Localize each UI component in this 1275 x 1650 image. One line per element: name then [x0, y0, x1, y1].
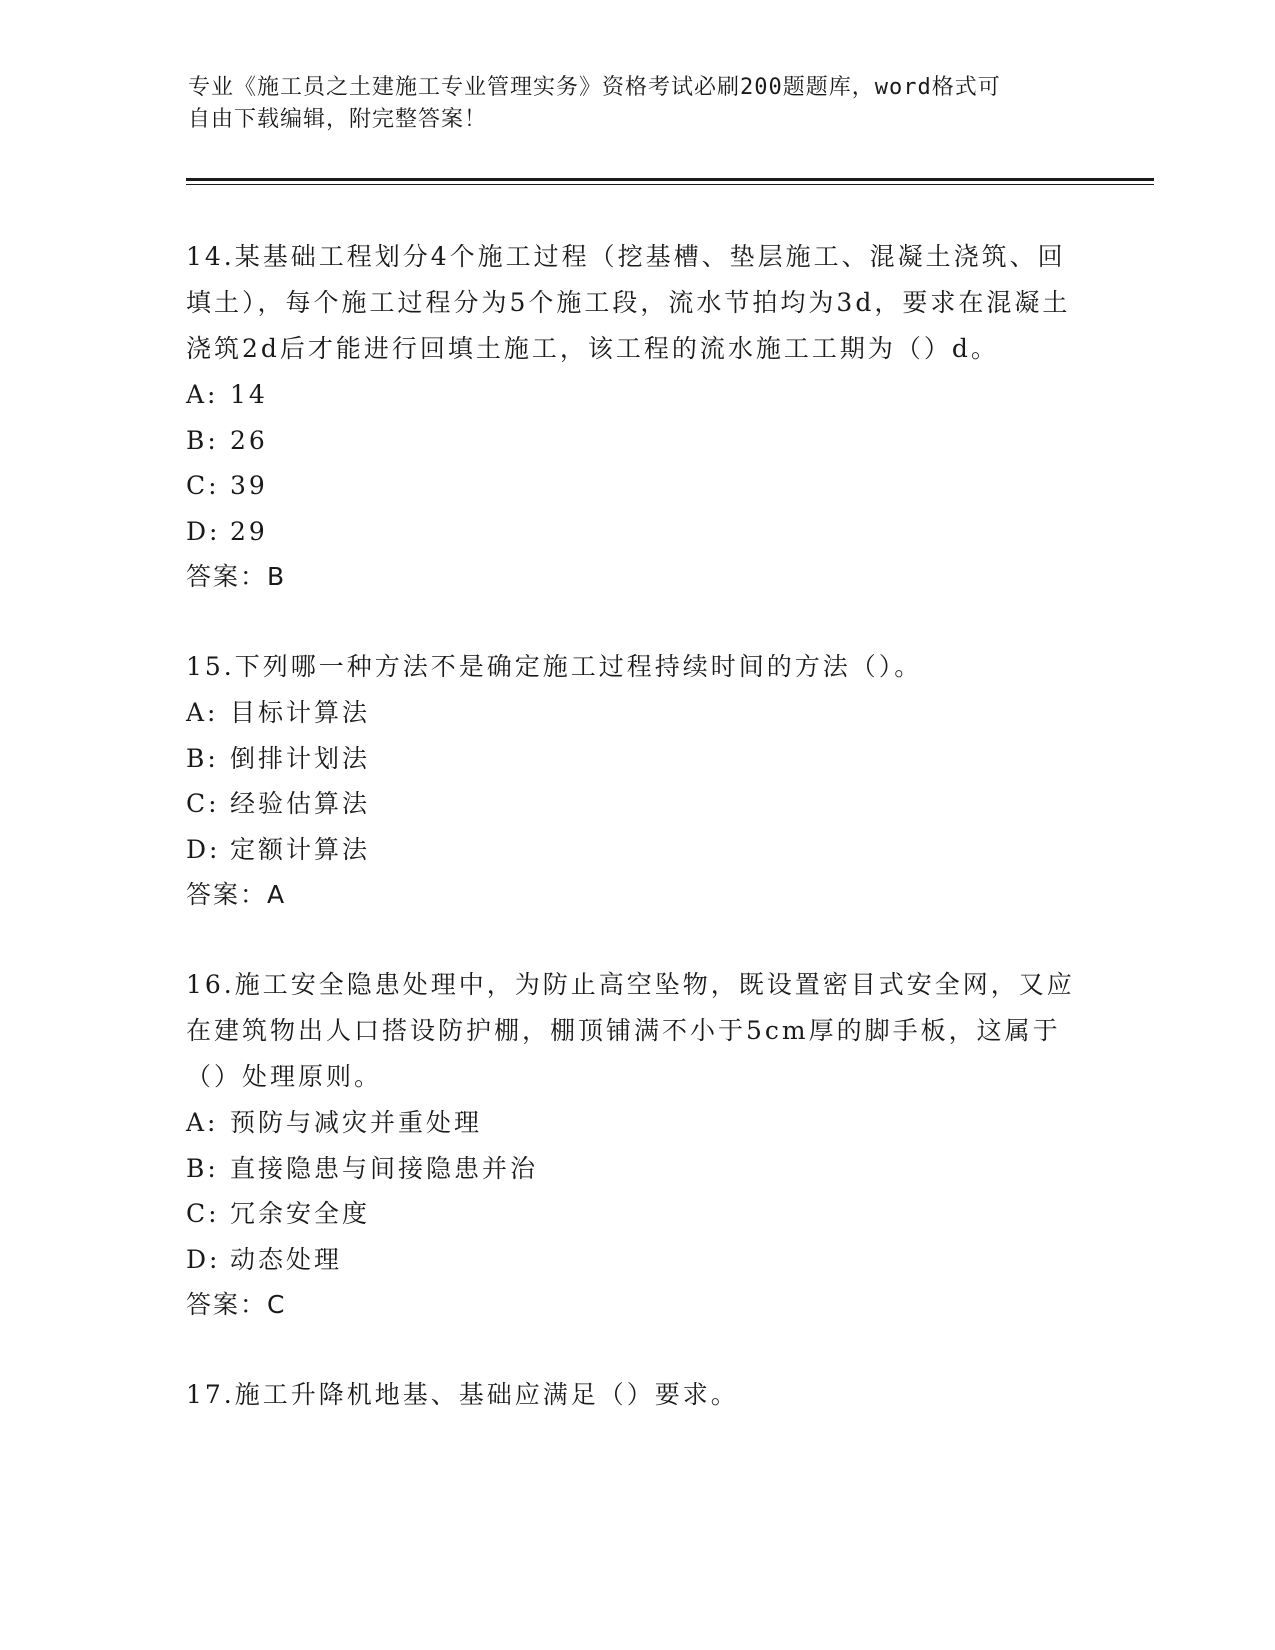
option-letter: A:	[186, 380, 219, 409]
question-text: 17.施工升降机地基、基础应满足（）要求。	[186, 1380, 739, 1409]
question-14	[186, 234, 1076, 600]
option-letter: D:	[186, 834, 221, 864]
option-text: 经验估算法	[230, 789, 371, 818]
question-text: 16.施工安全隐患处理中，为防止高空坠物，既设置密目式安全网，又应在建筑物出人口搭设防护棚，棚顶铺满不小于5cm厚的脚手板，这属于（）处理原则。	[186, 970, 1075, 1091]
option-letter: C:	[186, 1199, 220, 1228]
option-a	[186, 1100, 1076, 1146]
header-line-1: 专业《施工员之土建施工专业管理实务》资格考试必刷200题题库，word格式可	[188, 75, 1001, 100]
question-17	[186, 1372, 1076, 1418]
question-text: 14.某基础工程划分4个施工过程（挖基槽、垫层施工、混凝土浇筑、回填土），每个施工过程分为5个施工段，流水节拍均为3d，要求在混凝土浇筑2d后才能进行回填土施工，该工程的流水施工工期为（）d。	[186, 242, 1071, 363]
option-b	[186, 736, 1076, 782]
option-text: 39	[230, 471, 268, 500]
question-text: 15.下列哪一种方法不是确定施工过程持续时间的方法（）。	[186, 652, 923, 681]
option-letter: D:	[186, 1244, 221, 1274]
option-letter: C:	[186, 471, 220, 500]
answer-line: 答案：C	[186, 1290, 287, 1319]
question-spacer	[186, 1328, 1076, 1372]
option-text: 26	[230, 425, 268, 455]
header-divider-thin	[186, 184, 1154, 185]
option-letter: D:	[186, 516, 221, 546]
option-c	[186, 781, 1076, 827]
option-text: 定额计算法	[230, 834, 371, 864]
question-spacer	[186, 918, 1076, 962]
option-text: 目标计算法	[230, 698, 371, 727]
question-16	[186, 962, 1076, 1328]
option-letter: B:	[186, 425, 219, 455]
option-text: 动态处理	[230, 1244, 343, 1274]
option-text: 冗余安全度	[230, 1199, 371, 1228]
option-text: 29	[230, 516, 268, 546]
option-d	[186, 827, 1076, 873]
option-d	[186, 1237, 1076, 1283]
question-spacer	[186, 600, 1076, 644]
option-letter: C:	[186, 789, 220, 818]
option-letter: A:	[186, 698, 219, 727]
option-text: 倒排计划法	[230, 743, 371, 773]
option-text: 直接隐患与间接隐患并治	[230, 1153, 539, 1183]
option-letter: B:	[186, 743, 219, 773]
option-b	[186, 1146, 1076, 1192]
option-letter: B:	[186, 1153, 219, 1183]
question-15	[186, 644, 1076, 918]
option-a	[186, 690, 1076, 736]
option-b	[186, 418, 1076, 464]
option-text: 14	[230, 380, 268, 409]
option-d	[186, 509, 1076, 555]
document-header	[188, 72, 1088, 136]
header-divider-thick	[186, 178, 1154, 181]
answer-line: 答案：B	[186, 562, 287, 591]
option-c	[186, 463, 1076, 509]
option-c	[186, 1191, 1076, 1237]
option-text: 预防与减灾并重处理	[230, 1108, 483, 1137]
header-line-2: 自由下载编辑，附完整答案！	[188, 107, 488, 132]
option-letter: A:	[186, 1108, 219, 1137]
question-list	[186, 234, 1076, 1418]
option-a	[186, 372, 1076, 418]
answer-line: 答案：A	[186, 880, 287, 909]
